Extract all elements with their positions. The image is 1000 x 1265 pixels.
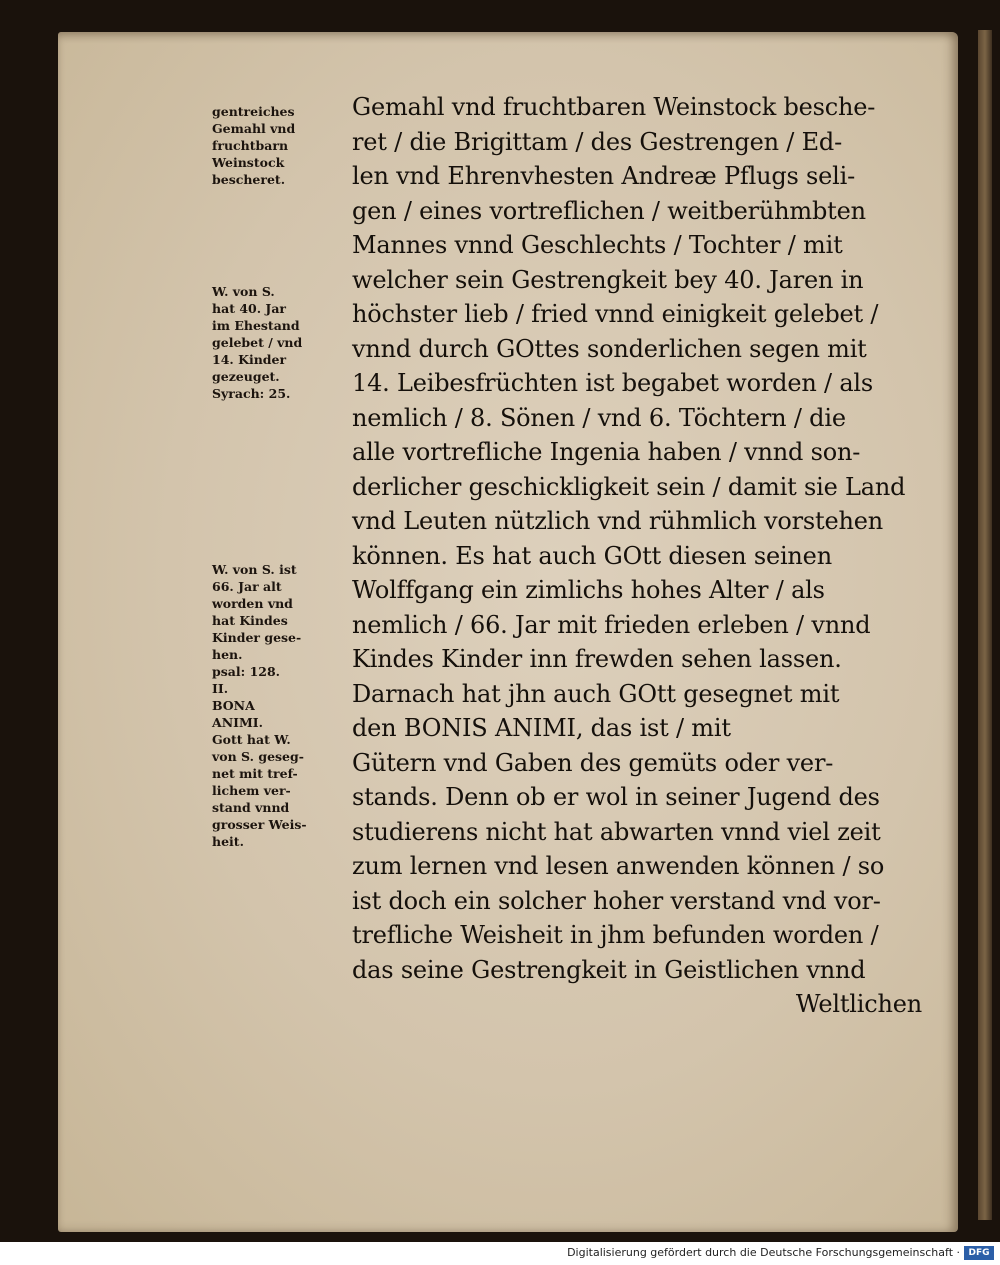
- catchword: Weltlichen: [795, 990, 922, 1018]
- funding-credit: Digitalisierung gefördert durch die Deutsche Forschungsgemeinschaft ·: [567, 1246, 960, 1259]
- text-line: vnnd durch GOttes sonderlichen segen mit: [352, 334, 867, 363]
- text-line: trefliche Weisheit in jhm befunden worden /: [352, 921, 879, 949]
- main-text: [352, 90, 930, 1022]
- text-line: den BONIS ANIMI, das ist / mit: [352, 714, 731, 742]
- footer-bar: [0, 1242, 1000, 1265]
- text-line: nemlich / 8. Sönen / vnd 6. Töchtern / die: [352, 403, 846, 432]
- text-line: ist doch ein solcher hoher verstand vnd vor-: [352, 886, 881, 915]
- text-line: Gütern vnd Gaben des gemüts oder ver-: [352, 748, 834, 777]
- text-line: derlicher geschickligkeit sein / damit sie Land: [352, 472, 906, 501]
- margin-notes: [212, 103, 347, 953]
- margin-note-1: gentreiches Gemahl vnd fruchtbarn Weinstock bescheret.: [212, 104, 296, 187]
- text-line: zum lernen vnd lesen anwenden können / so: [352, 852, 885, 880]
- text-line: vnd Leuten nützlich vnd rühmlich vorstehen: [352, 507, 884, 535]
- page-edge: [978, 30, 992, 1220]
- margin-note-3: W. von S. ist 66. Jar alt worden vnd hat Kindes Kinder gese- hen. psal: 128. II. BONA ANIMI. Gott hat W. von S. geseg- net mit tref- lichem ver- stand vnnd grosser Weis- heit.: [212, 562, 307, 849]
- text-line: len vnd Ehrenvhesten Andreæ Pflugs seli-: [352, 162, 856, 190]
- text-line: 14. Leibesfrüchten ist begabet worden / als: [352, 369, 874, 397]
- text-line: nemlich / 66. Jar mit frieden erleben / vnnd: [352, 610, 871, 639]
- text-line: ret / die Brigittam / des Gestrengen / Ed-: [352, 127, 842, 156]
- text-line: Mannes vnnd Geschlechts / Tochter / mit: [352, 231, 843, 259]
- text-line: höchster lieb / fried vnnd einigkeit gelebet /: [352, 300, 879, 328]
- dfg-logo: DFG: [964, 1246, 994, 1260]
- text-line: gen / eines vortreflichen / weitberühmbten: [352, 196, 866, 225]
- margin-note-2: W. von S. hat 40. Jar im Ehestand gelebet / vnd 14. Kinder gezeuget. Syrach: 25.: [212, 284, 303, 401]
- text-line: welcher sein Gestrengkeit bey 40. Jaren in: [352, 265, 864, 294]
- text-line: alle vortrefliche Ingenia haben / vnnd son-: [352, 438, 861, 466]
- text-line: können. Es hat auch GOtt diesen seinen: [352, 541, 832, 570]
- text-line: Gemahl vnd fruchtbaren Weinstock besche-: [352, 93, 876, 121]
- text-line: Wolffgang ein zimlichs hohes Alter / als: [352, 576, 825, 604]
- text-line: Darnach hat jhn auch GOtt gesegnet mit: [352, 679, 840, 708]
- text-line: stands. Denn ob er wol in seiner Jugend des: [352, 783, 880, 811]
- text-line: studierens nicht hat abwarten vnnd viel zeit: [352, 817, 881, 846]
- text-line: das seine Gestrengkeit in Geistlichen vnnd: [352, 955, 866, 984]
- text-line: Kindes Kinder inn frewden sehen lassen.: [352, 645, 842, 673]
